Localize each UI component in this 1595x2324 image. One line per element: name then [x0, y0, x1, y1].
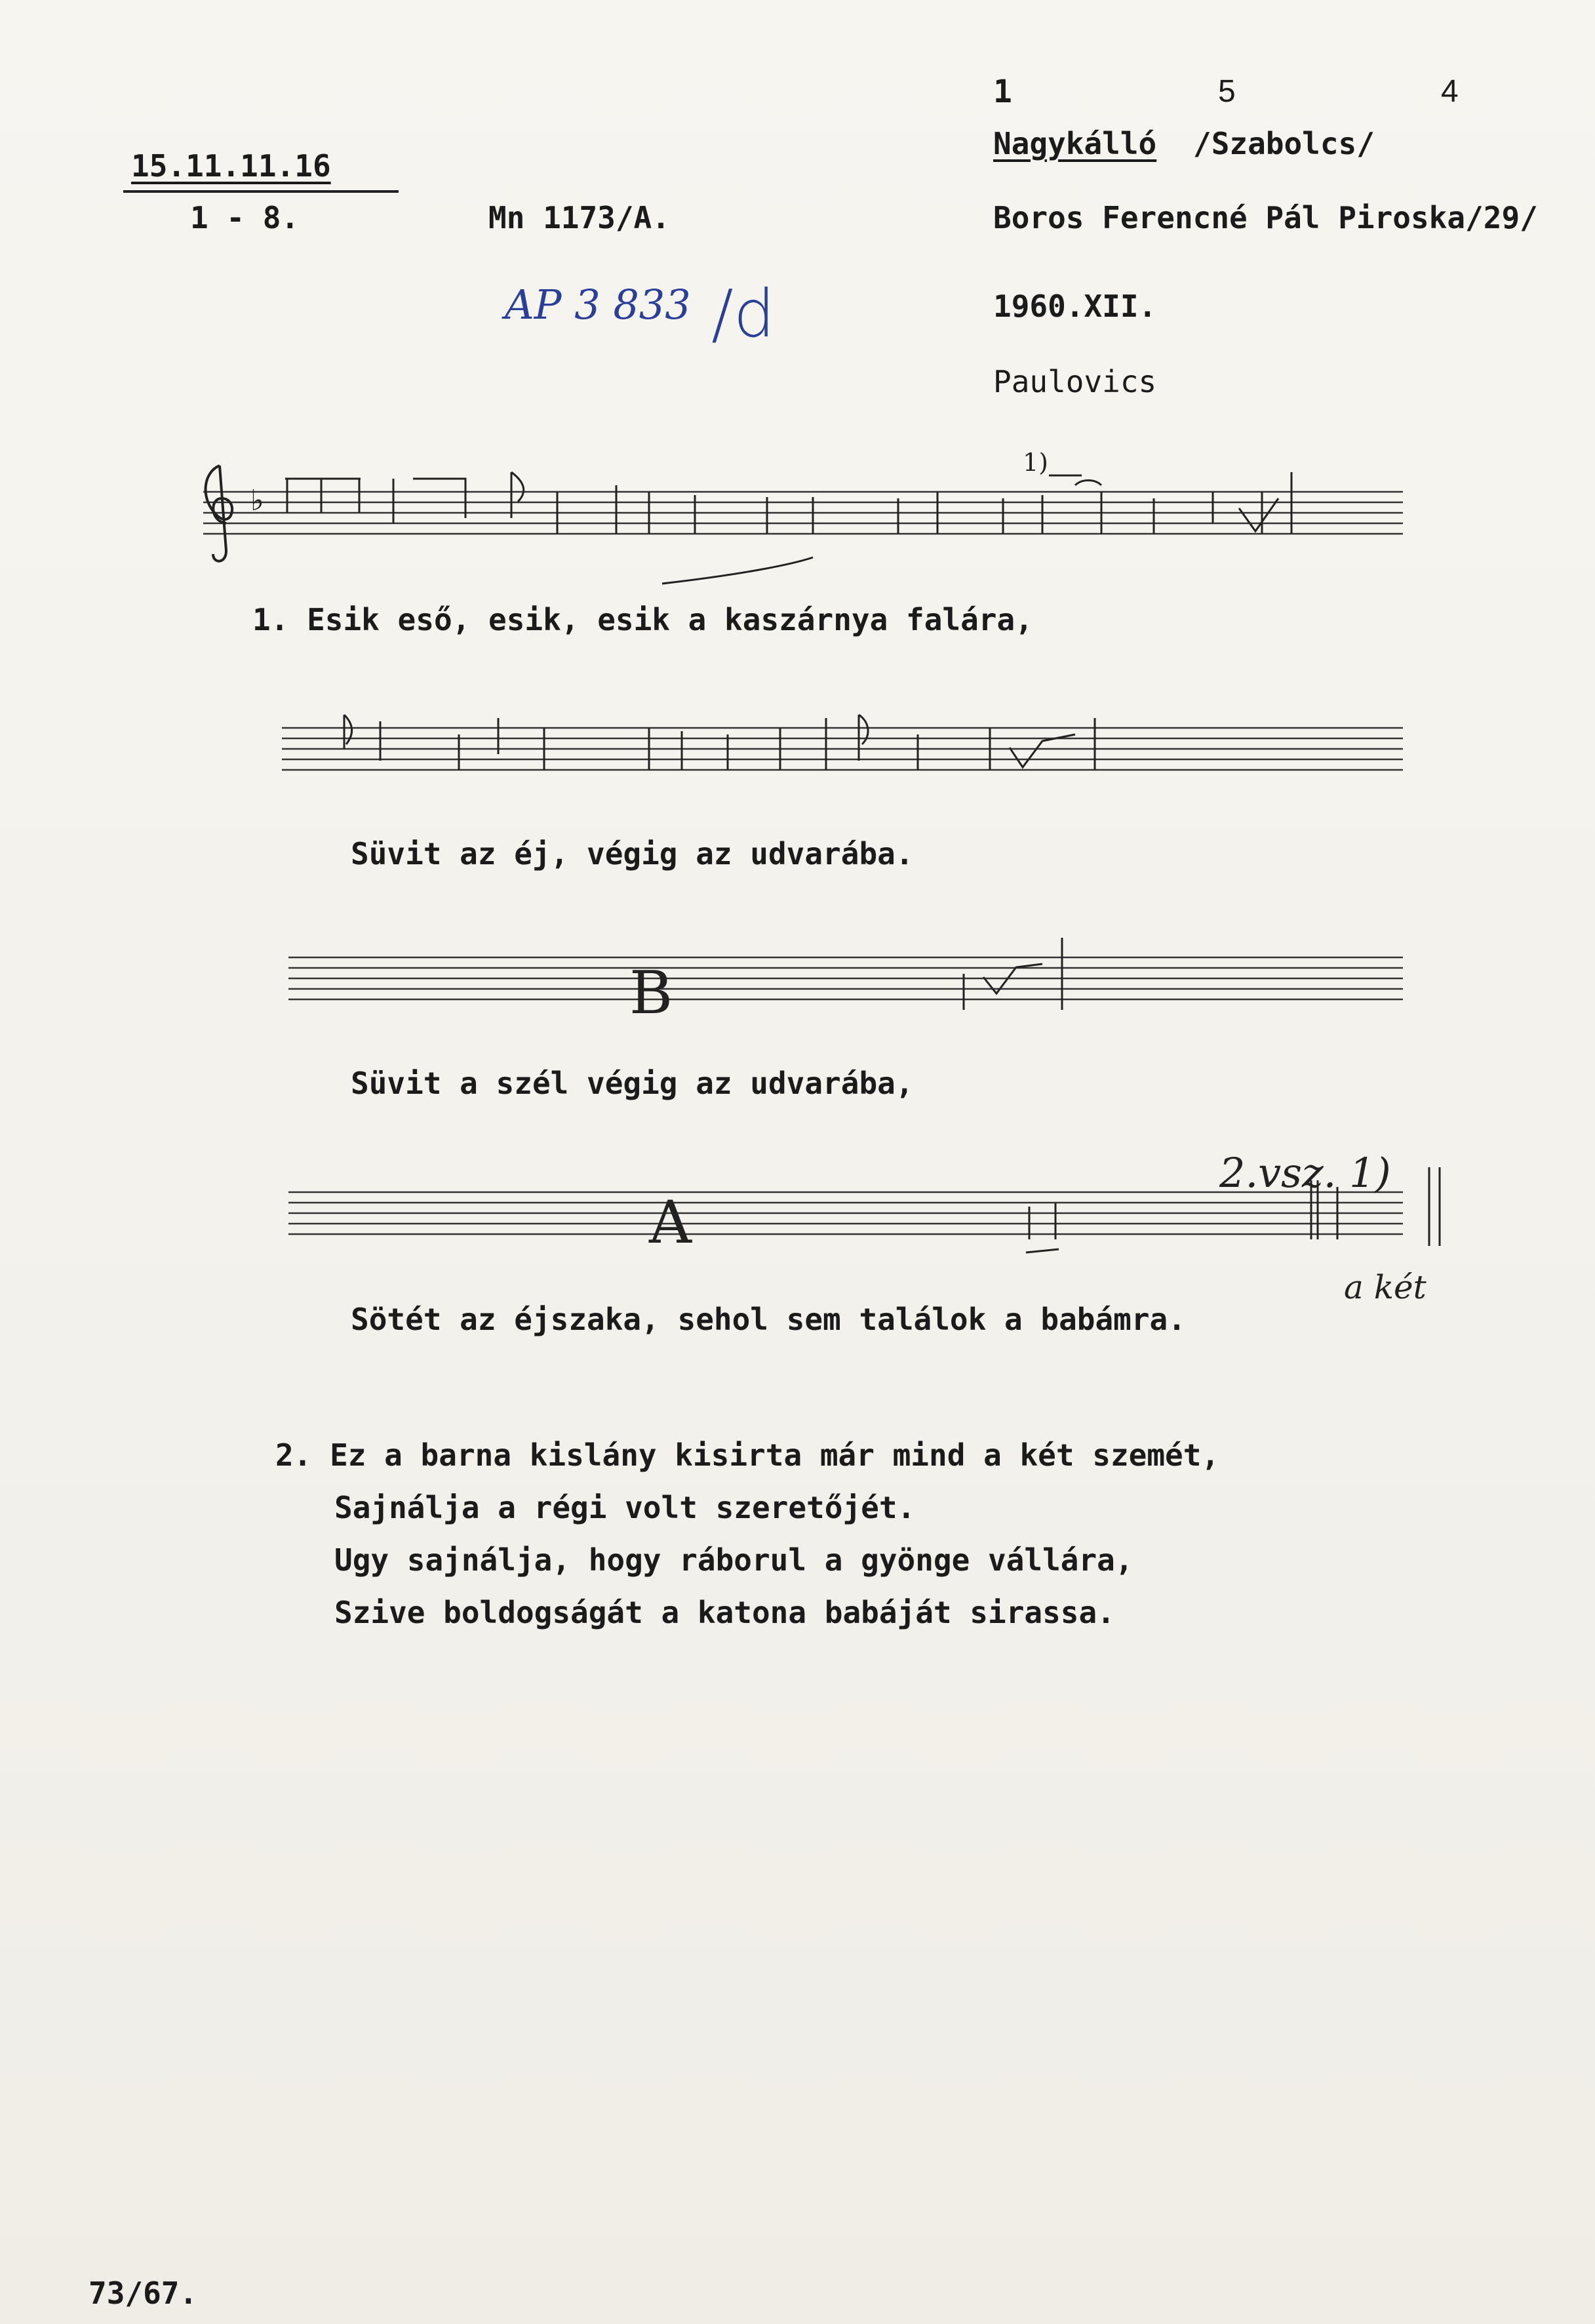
place-name: Nagykálló	[993, 126, 1157, 161]
handwritten-reference: AP 3 833	[505, 281, 691, 329]
music-staff-4	[288, 1141, 1455, 1312]
music-staff-1	[190, 452, 1409, 603]
mn-reference: Mn 1173/A.	[488, 200, 670, 235]
singer-name: Boros Ferencné Pál Piroska/29/	[993, 200, 1538, 235]
footer-code: 73/67.	[89, 2275, 198, 2311]
section-a-mark: A	[649, 1188, 692, 1257]
item-range: 1 - 8.	[190, 200, 300, 235]
lyric-verse1-line3: Süvit a szél végig az udvarába,	[351, 1066, 914, 1101]
lyric-verse1-line2: Süvit az éj, végig az udvarába.	[351, 836, 914, 872]
collector-name: Paulovics	[993, 364, 1157, 399]
handwritten-d: /d	[711, 275, 776, 352]
page-number-3: 4	[1441, 74, 1459, 109]
archive-code: 15.11.11.16	[131, 148, 331, 184]
svg-text:♭: ♭	[250, 484, 264, 517]
lyric-verse1-line1: 1. Esik eső, esik, esik a kaszárnya falára,	[252, 602, 1033, 637]
page-number-1: 1	[993, 73, 1012, 110]
page-number-2: 5	[1218, 74, 1236, 109]
recording-date: 1960.XII.	[993, 289, 1157, 324]
note-mark-1: 1)	[1023, 452, 1049, 477]
lyric-verse2-line1: 2. Ez a barna kislány kisirta már mind a két szemét,	[275, 1437, 1220, 1473]
lyric-verse1-line4: Sötét az éjszaka, sehol sem találok a babámra.	[351, 1302, 1186, 1337]
region-name: /Szabolcs/	[1193, 126, 1375, 161]
music-staff-3	[288, 938, 1409, 1036]
lyric-verse2-line2: Sajnálja a régi volt szeretőjét.	[334, 1490, 916, 1525]
music-staff-2	[282, 689, 1409, 807]
archive-code-rule	[123, 190, 399, 193]
repeat-text: a két	[1344, 1268, 1427, 1306]
lyric-verse2-line3: Ugy sajnálja, hogy ráborul a gyönge vállára,	[334, 1542, 1133, 1578]
section-b-mark: B	[629, 959, 673, 1028]
lyric-verse2-line4: Szive boldogságát a katona babáját sirassa.	[334, 1595, 1115, 1630]
repeat-note: 2.vsz. 1)	[1219, 1149, 1391, 1197]
